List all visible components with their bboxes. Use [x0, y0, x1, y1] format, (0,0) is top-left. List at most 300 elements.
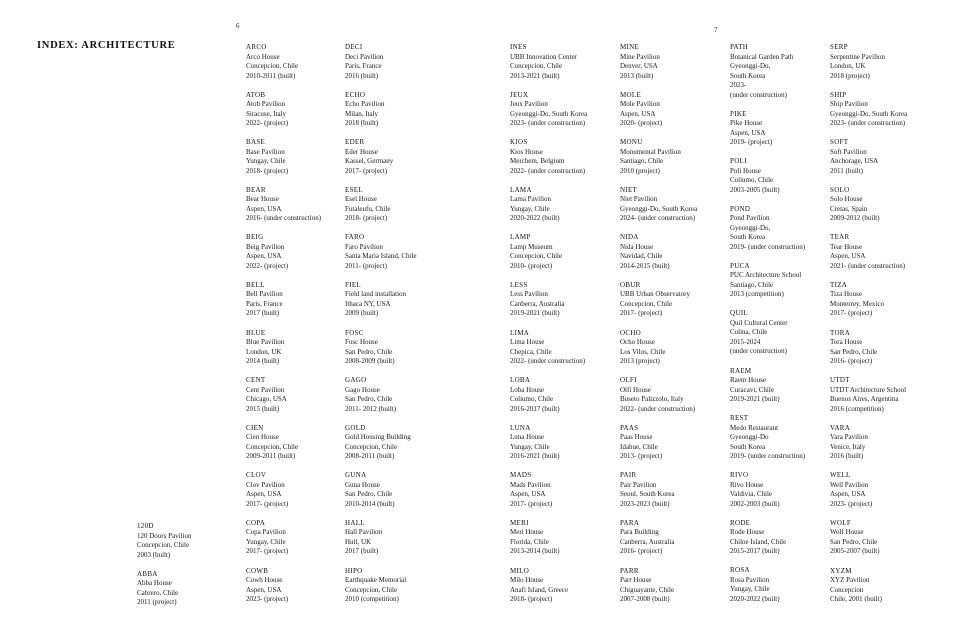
index-column-7: [830, 43, 942, 614]
entry-line: Los Vilos, Chile: [620, 347, 666, 356]
entry-line: 2022- (project): [246, 119, 289, 128]
entry-line: 2009 (built): [345, 309, 379, 318]
entry-line: Aspen, USA: [246, 585, 282, 594]
index-entry: [246, 233, 358, 271]
entry-line: 2010- (project): [510, 261, 553, 270]
entry-line: San Pedro, Chile: [830, 537, 878, 546]
entry-line: Poli House: [730, 166, 761, 175]
entry-line: 2013 (project): [620, 357, 660, 366]
entry-code: XYZM: [830, 566, 852, 575]
entry-line: Ithaca NY, USA: [345, 299, 391, 308]
entry-line: Bear House: [246, 195, 279, 204]
entry-code: PATH: [730, 43, 749, 51]
entry-line: Futaleufu, Chile: [345, 204, 391, 213]
entry-line: 2016-2021 (built): [510, 452, 560, 461]
entry-line: Lamp Museum: [510, 242, 553, 251]
entry-line: 2011- 2012 (built): [345, 404, 397, 413]
entry-line: South Korea: [730, 71, 766, 80]
entry-line: 2010-2014 (built): [345, 499, 395, 508]
entry-line: Idahue, Chile: [620, 442, 658, 451]
entry-line: Concepcion, Chile: [510, 62, 563, 70]
entry-line: Concepcion, Chile: [620, 299, 673, 308]
entry-code: WELL: [830, 471, 851, 480]
entry-line: 2016-2017 (built): [510, 404, 560, 413]
index-entry: [830, 91, 942, 129]
index-entry: [830, 567, 942, 605]
entry-code: EDER: [345, 138, 365, 147]
entry-line: Cretas, Spain: [830, 204, 868, 213]
entry-line: Coliumo, Chile: [510, 395, 554, 404]
entry-line: 2017 (built): [246, 309, 280, 318]
entry-line: 2017- (project): [246, 547, 289, 556]
entry-code: REST: [730, 414, 749, 423]
entry-line: 2008-2011 (built): [345, 452, 395, 461]
entry-line: 2013 (competition): [730, 290, 784, 299]
index-entry: [510, 329, 622, 367]
entry-line: Atob Pavilion: [246, 100, 286, 109]
entry-line: Curacavi, Chile: [730, 385, 774, 394]
index-entry: [345, 376, 457, 414]
entry-line: Arco House: [246, 52, 280, 61]
entry-line: Tiza House: [830, 290, 862, 299]
entry-line: 2019- (project): [730, 138, 773, 147]
entry-line: Gold Housing Building: [345, 433, 411, 442]
entry-line: 2016- (under construction): [246, 214, 322, 223]
entry-line: Coliumo, Chile: [730, 176, 774, 185]
index-entry: [730, 566, 842, 604]
entry-line: 2017- (project): [510, 499, 553, 508]
entry-line: 2023- (under construction): [830, 119, 906, 128]
entry-line: Chicago, USA: [246, 395, 287, 404]
entry-code: OCHO: [620, 328, 642, 337]
index-entry: [510, 138, 622, 176]
entry-line: Concepcion, Chile: [137, 541, 190, 549]
entry-line: Deci Pavilion: [345, 52, 384, 61]
index-entry: [246, 186, 358, 224]
index-entry: [730, 471, 842, 509]
entry-line: Chile, 2001 (built): [830, 595, 882, 604]
entry-line: Beig Pavilion: [246, 242, 285, 251]
entry-code: HALL: [345, 518, 365, 527]
entry-line: Gyeonggi-Do, South Korea: [510, 109, 588, 118]
entry-line: Kassel, Germany: [345, 157, 394, 166]
index-entry: [137, 522, 249, 560]
entry-line: 2021- (under construction): [830, 261, 906, 270]
entry-line: 2019- (under construction): [730, 452, 806, 461]
index-entry: [345, 91, 457, 129]
entry-line: 2011 (project): [137, 598, 177, 607]
entry-line: Florida, Chile: [510, 537, 549, 546]
entry-line: 2018- (project): [345, 214, 388, 223]
entry-code: OBUR: [620, 280, 641, 289]
entry-line: Buenos Aires, Argentina: [830, 395, 899, 404]
index-entry: [830, 281, 942, 319]
index-entry: [620, 471, 732, 509]
entry-line: Venice, Italy: [830, 442, 866, 451]
right-page-number: 7: [714, 26, 718, 34]
entry-line: Serpentine Pavilion: [830, 52, 886, 61]
entry-code: NIET: [620, 185, 638, 194]
entry-code: MONU: [620, 138, 643, 147]
entry-line: Kios House: [510, 147, 543, 156]
index-entry: [620, 43, 732, 81]
entry-line: Concepcion, Chile: [246, 62, 299, 70]
entry-line: Paas House: [620, 433, 653, 442]
index-column-6: [730, 43, 842, 614]
entry-code: BEAR: [246, 185, 266, 194]
entry-line: 2022- (under construction): [510, 166, 586, 175]
entry-line: 2003 (built): [137, 550, 171, 559]
entry-line: Anafi Island, Greece: [510, 585, 569, 594]
entry-line: Jeux Pavilion: [510, 100, 548, 109]
entry-line: Loba House: [510, 385, 545, 394]
entry-line: Merchem, Belgium: [510, 157, 565, 166]
entry-line: 2015 (built): [246, 404, 280, 413]
entry-line: Canberra, Australia: [510, 299, 565, 308]
index-entry: [345, 138, 457, 176]
entry-line: 2002-2003 (built): [730, 499, 780, 508]
entry-line: Yungay, Chile: [246, 537, 286, 546]
entry-line: 2019-2021 (built): [510, 309, 560, 318]
entry-line: Santiago, Chile: [620, 157, 664, 166]
index-entry: [830, 233, 942, 271]
entry-line: 2010 (competition): [345, 595, 399, 604]
index-entry: [730, 309, 842, 357]
index-entry: [510, 471, 622, 509]
entry-code: PUCA: [730, 261, 750, 270]
entry-line: 2010 (project): [620, 166, 660, 175]
entry-line: Aspen, USA: [730, 128, 766, 137]
entry-line: San Pedro, Chile: [345, 490, 393, 499]
entry-line: Tear House: [830, 242, 862, 251]
index-entry: [246, 281, 358, 319]
entry-code: SOFT: [830, 138, 849, 147]
entry-line: Pair Pavilion: [620, 480, 657, 489]
entry-line: UTDT Architecture School: [830, 385, 907, 394]
entry-line: 2013-2014 (built): [510, 547, 560, 556]
entry-line: 2017- (project): [830, 309, 873, 318]
entry-line: 2008-2009 (built): [345, 357, 395, 366]
entry-line: Well Pavilion: [830, 480, 869, 489]
entry-code: COPA: [246, 518, 266, 527]
index-entry: [830, 376, 942, 414]
entry-line: Valdivia, Chile: [730, 490, 772, 499]
index-entry: [620, 233, 732, 271]
entry-line: 2020- (project): [620, 119, 663, 128]
entry-code: BEIG: [246, 233, 264, 242]
entry-line: Pike House: [730, 119, 763, 128]
entry-line: 2015-2024: [730, 337, 761, 346]
entry-line: Copa Pavilion: [246, 528, 286, 537]
entry-line: Aspen, USA: [830, 252, 866, 261]
index-entry: [830, 424, 942, 462]
index-entry: [730, 262, 842, 300]
index-entry: [345, 424, 457, 462]
index-entry: [246, 567, 358, 605]
entry-line: Fosc House: [345, 338, 378, 347]
entry-code: LESS: [510, 280, 528, 289]
entry-code: LOBA: [510, 376, 531, 385]
index-entry: [246, 329, 358, 367]
entry-line: UBB Urban Observatory: [620, 290, 690, 299]
entry-line: Ship Pavilion: [830, 100, 868, 109]
entry-line: Cien House: [246, 433, 279, 442]
index-entry: [345, 519, 457, 557]
entry-line: Concepcion, Chile: [345, 442, 398, 451]
entry-code: LAMP: [510, 233, 531, 242]
entry-line: Blue Pavilion: [246, 338, 285, 347]
index-entry: [345, 281, 457, 319]
index-entry: [620, 519, 732, 557]
entry-code: RIVO: [730, 471, 749, 480]
entry-line: Colina, Chile: [730, 328, 768, 337]
entry-line: 2016 (built): [830, 452, 864, 461]
entry-line: Monumental Pavilion: [620, 147, 681, 156]
entry-line: 2019-2021 (built): [730, 395, 780, 404]
entry-code: INES: [510, 43, 527, 51]
entry-line: 2015-2017 (built): [730, 547, 780, 556]
entry-code: PAIR: [620, 471, 637, 480]
entry-line: 2017 (built): [345, 547, 379, 556]
entry-line: Wolf House: [830, 528, 864, 537]
entry-code: MADS: [510, 471, 532, 480]
entry-line: San Pedro, Chile: [345, 347, 393, 356]
index-entry: [510, 43, 622, 81]
entry-line: 2007-2008 (built): [620, 595, 670, 604]
entry-line: 2017- (project): [620, 309, 663, 318]
entry-line: Chiguayante, Chile: [620, 585, 675, 594]
index-entry: [730, 157, 842, 195]
entry-line: Quil Cultural Center: [730, 318, 788, 327]
entry-code: RAEM: [730, 366, 752, 375]
index-entry: [830, 138, 942, 176]
entry-line: Abba House: [137, 579, 172, 588]
entry-line: Gyeonggi-Do, South Korea: [620, 204, 698, 213]
entry-line: Bell Pavilion: [246, 290, 283, 299]
entry-line: Luna House: [510, 433, 545, 442]
entry-line: 2018 (built): [345, 119, 379, 128]
index-entry: [345, 43, 457, 81]
entry-code: NIDA: [620, 233, 639, 242]
entry-line: Buseto Palizzolo, Italy: [620, 395, 684, 404]
entry-line: 2024- (under construction): [620, 214, 696, 223]
entry-line: Cowb House: [246, 576, 283, 585]
entry-line: Yungay, Chile: [246, 157, 286, 166]
entry-code: GAGO: [345, 376, 367, 385]
entry-line: Cent Pavilion: [246, 385, 285, 394]
entry-line: Hull, UK: [345, 537, 372, 546]
entry-line: Less Pavilion: [510, 290, 548, 299]
entry-line: Rosa Pavilion: [730, 575, 770, 584]
entry-code: ABBA: [137, 569, 158, 578]
entry-line: 2017- (project): [246, 499, 289, 508]
entry-line: Milo House: [510, 576, 544, 585]
entry-line: Raem House: [730, 376, 766, 385]
entry-code: FOSC: [345, 328, 364, 337]
entry-line: 2018 (project): [830, 71, 870, 80]
entry-line: Clov Pavilion: [246, 480, 285, 489]
entry-code: LUNA: [510, 423, 531, 432]
entry-line: 2011 (built): [830, 166, 863, 175]
entry-line: Lama Pavilion: [510, 195, 552, 204]
entry-line: South Korea: [730, 233, 766, 242]
index-entry: [345, 471, 457, 509]
entry-line: Parr House: [620, 576, 652, 585]
entry-line: London, UK: [830, 62, 866, 70]
entry-code: RODE: [730, 518, 751, 527]
entry-code: QUIL: [730, 309, 748, 318]
entry-line: Santiago, Chile: [730, 280, 774, 289]
index-entry: [345, 186, 457, 224]
entry-line: XYZ Pavilion: [830, 576, 870, 585]
index-column-4: [510, 43, 622, 614]
entry-line: 2014 (built): [246, 357, 280, 366]
entry-code: CENT: [246, 376, 266, 385]
entry-line: 2003-2005 (built): [730, 185, 780, 194]
entry-line: 2013 (built): [620, 71, 654, 80]
entry-code: MINE: [620, 43, 640, 51]
entry-line: UBB Innovation Center: [510, 52, 577, 61]
entry-line: Echo Pavilion: [345, 100, 385, 109]
entry-line: PUC Architecture School: [730, 271, 802, 280]
entry-line: Meri House: [510, 528, 544, 537]
index-entry: [246, 91, 358, 129]
entry-code: VARA: [830, 423, 851, 432]
index-entry: [830, 329, 942, 367]
entry-line: Aspen, USA: [246, 252, 282, 261]
entry-line: 2013- (project): [620, 452, 663, 461]
entry-line: Monterrey, Mexico: [830, 299, 884, 308]
entry-line: Botanical Garden Path: [730, 52, 794, 61]
entry-code: HIPO: [345, 566, 363, 575]
index-entry: [510, 281, 622, 319]
index-entry: [620, 186, 732, 224]
entry-line: Gyeonggi-Do,: [730, 223, 771, 232]
entry-line: Niet Pavilion: [620, 195, 658, 204]
index-entry: [730, 367, 842, 405]
entry-line: Soft Pavilion: [830, 147, 867, 156]
entry-line: Denver, USA: [620, 62, 658, 70]
index-entry: [830, 471, 942, 509]
index-entry: [730, 414, 842, 462]
entry-line: Rode House: [730, 528, 765, 537]
entry-code: JEUX: [510, 90, 529, 99]
index-entry: [730, 519, 842, 557]
entry-line: 2018- (project): [246, 166, 289, 175]
entry-line: 2023- (under construction): [510, 119, 586, 128]
entry-line: Seoul, South Korea: [620, 490, 675, 499]
index-entry: [345, 329, 457, 367]
entry-line: Yungay, Chile: [510, 204, 550, 213]
entry-line: 2023- (project): [830, 499, 873, 508]
index-entry: [345, 567, 457, 605]
index-entry: [830, 186, 942, 224]
entry-line: Para Building: [620, 528, 659, 537]
entry-line: Mole Pavilion: [620, 100, 660, 109]
entry-code: UTDT: [830, 376, 850, 385]
entry-line: South Korea: [730, 442, 766, 451]
index-entry: [620, 376, 732, 414]
entry-code: WOLF: [830, 518, 852, 527]
entry-line: London, UK: [246, 347, 282, 356]
entry-code: SERP: [830, 43, 848, 51]
entry-line: Cabrero, Chile: [137, 588, 179, 597]
entry-code: PIKE: [730, 109, 747, 118]
entry-line: Pond Pavilion: [730, 214, 770, 223]
entry-line: Concepcion, Chile: [510, 252, 563, 261]
index-entry: [510, 186, 622, 224]
left-page-number: 6: [236, 22, 240, 30]
entry-code: BELL: [246, 280, 265, 289]
entry-line: 2020-2022 (built): [730, 594, 780, 603]
entry-line: 120 Doors Pavilion: [137, 531, 192, 540]
index-column-2: [246, 43, 358, 614]
entry-line: Yungay, Chile: [510, 442, 550, 451]
entry-code: FARO: [345, 233, 365, 242]
entry-line: 2011- (project): [345, 261, 387, 270]
entry-code: POND: [730, 204, 751, 213]
index-column-5: [620, 43, 732, 614]
entry-line: 2009-2012 (built): [830, 214, 880, 223]
entry-code: ATOB: [246, 90, 266, 99]
index-entry: [730, 205, 842, 253]
entry-code: 120D: [137, 522, 154, 530]
entry-code: TORA: [830, 328, 851, 337]
entry-code: CLOV: [246, 471, 267, 480]
entry-line: 2023-: [730, 81, 747, 89]
entry-line: Nida House: [620, 242, 654, 251]
entry-line: 2010-2011 (built): [246, 71, 296, 80]
entry-line: Hall Pavilion: [345, 528, 383, 537]
entry-line: Olfi House: [620, 385, 651, 394]
entry-line: San Pedro, Chile: [830, 347, 878, 356]
entry-code: MOLE: [620, 90, 642, 99]
entry-line: Gyeonggi-Do, South Korea: [830, 109, 908, 118]
entry-line: (under construction): [730, 90, 787, 99]
entry-line: Tora House: [830, 338, 863, 347]
entry-line: Chiloe Island, Chile: [730, 537, 787, 546]
entry-line: 2022- (under construction): [510, 357, 586, 366]
entry-line: Aspen, USA: [510, 490, 546, 499]
index-entry: [510, 424, 622, 462]
entry-line: Solo House: [830, 195, 863, 204]
index-entry: [246, 519, 358, 557]
entry-line: 2022- (under construction): [620, 404, 696, 413]
entry-line: Field land installation: [345, 290, 407, 299]
index-entry: [510, 91, 622, 129]
entry-line: 2022- (project): [246, 261, 289, 270]
entry-line: 2018- (project): [510, 595, 553, 604]
index-column-3: [345, 43, 457, 614]
entry-line: Aspen, USA: [246, 204, 282, 213]
entry-line: 2017- (project): [345, 166, 388, 175]
entry-line: 2014-2015 (built): [620, 261, 670, 270]
index-entry: [246, 138, 358, 176]
index-entry: [620, 329, 732, 367]
entry-code: ESEL: [345, 185, 363, 194]
index-entry: [246, 43, 358, 81]
entry-line: 2016 (built): [345, 71, 379, 80]
entry-code: OLFI: [620, 376, 637, 385]
entry-line: 2013-2021 (built): [510, 71, 560, 80]
entry-code: GOLD: [345, 423, 366, 432]
entry-line: Aspen, USA: [620, 109, 656, 118]
index-entry: [620, 567, 732, 605]
entry-line: Milan, Italy: [345, 109, 379, 118]
entry-line: Concepcion, Chile: [246, 442, 299, 451]
entry-code: CIEN: [246, 423, 264, 432]
entry-line: San Pedro, Chile: [345, 395, 393, 404]
